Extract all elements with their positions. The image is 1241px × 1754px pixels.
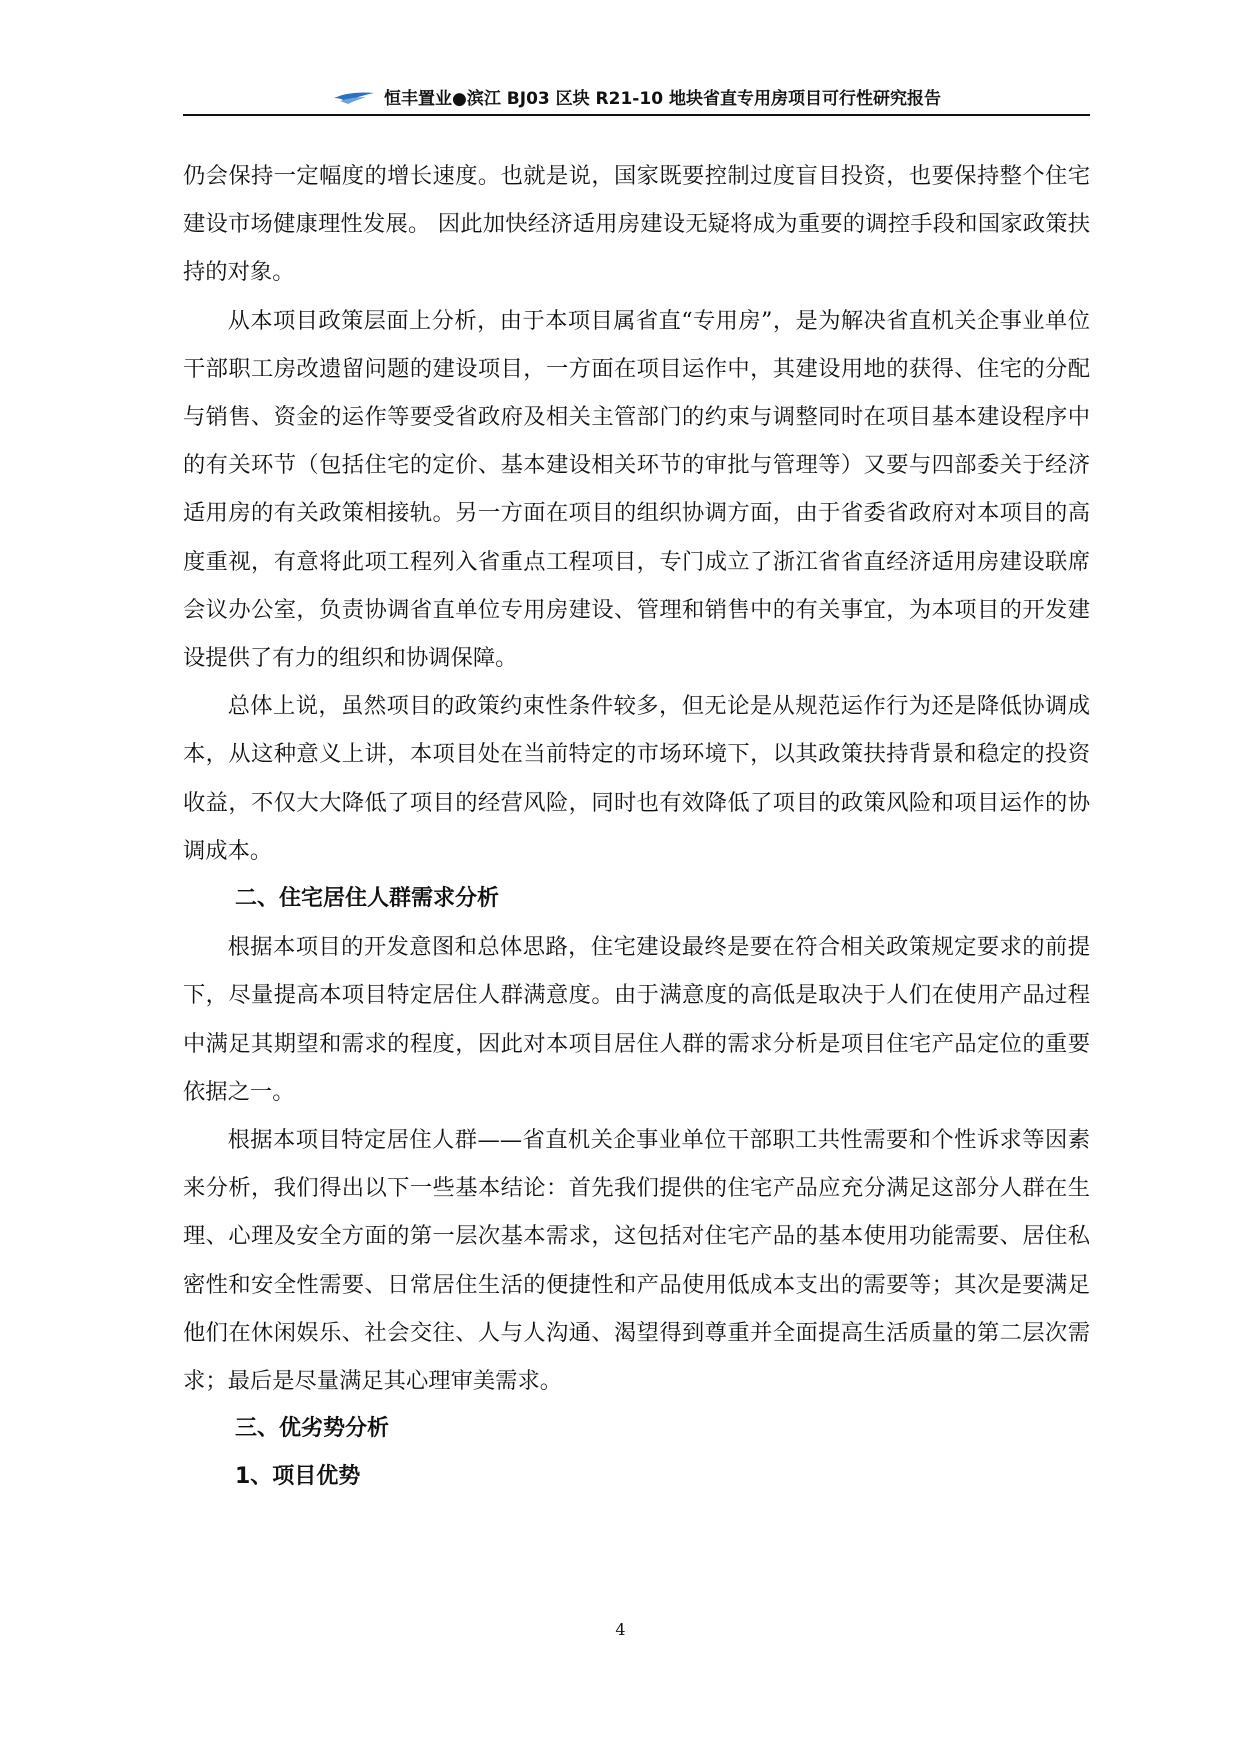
document-body [183,152,1090,1502]
section-heading: 三、优劣势分析 [235,1416,390,1442]
header-divider [183,114,1090,116]
paragraph: 总体上说，虽然项目的政策约束性条件较多，但无论是从规范运作行为还是降低协调成本，从这种意义上讲，本项目处在当前特定的市场环境下，以其政策扶持背景和稳定的投资收益，不仅大大降低了项目的经营风险，同时也有效降低了项目的政策风险和项目运作的协调成本。 [183,693,1090,864]
running-header [183,84,1090,110]
paragraph: 从本项目政策层面上分析，由于本项目属省直“专用房”，是为解决省直机关企事业单位干部职工房改遗留问题的建设项目，一方面在项目运作中，其建设用地的获得、住宅的分配与销售、资金的运作等要受省政府及相关主管部门的约束与调整同时在项目基本建设程序中的有关环节（包括住宅的定价、基本建设相关环节的审批与管理等）又要与四部委关于经济适用房的有关政策相接轨。另一方面在项目的组织协调方面，由于省委省政府对本项目的高度重视，有意将此项工程列入省重点工程项目，专门成立了浙江省省直经济适用房建设联席会议办公室，负责协调省直单位专用房建设、管理和销售中的有关事宜，为本项目的开发建设提供了有力的组织和协调保障。 [183,307,1090,672]
paragraph: 根据本项目的开发意图和总体思路，住宅建设最终是要在符合相关政策规定要求的前提下，尽量提高本项目特定居住人群满意度。由于满意度的高低是取决于人们在使用产品过程中满足其期望和需求的程度，因此对本项目居住人群的需求分析是项目住宅产品定位的重要依据之一。 [183,934,1090,1105]
header-title: 恒丰置业●滨江 BJ03 区块 R21-10 地块省直专用房项目可行性研究报告 [384,89,941,109]
page-number: 4 [615,1620,626,1639]
section-heading: 二、住宅居住人群需求分析 [235,886,500,912]
company-logo-icon [332,89,376,105]
paragraph: 根据本项目特定居住人群——省直机关企事业单位干部职工共性需要和个性诉求等因素来分析，我们得出以下一些基本结论：首先我们提供的住宅产品应充分满足这部分人群在生理、心理及安全方面的第一层次基本需求，这包括对住宅产品的基本使用功能需要、居住私密性和安全性需要、日常居住生活的便捷性和产品使用低成本支出的需要等；其次是要满足他们在休闲娱乐、社会交往、人与人沟通、渴望得到尊重并全面提高生活质量的第二层次需求；最后是尽量满足其心理审美需求。 [183,1127,1090,1395]
subsection-heading: 1、项目优势 [235,1464,361,1490]
paragraph: 仍会保持一定幅度的增长速度。也就是说，国家既要控制过度盲目投资，也要保持整个住宅建设市场健康理性发展。 因此加快经济适用房建设无疑将成为重要的调控手段和国家政策扶持的对象。 [183,163,1090,286]
